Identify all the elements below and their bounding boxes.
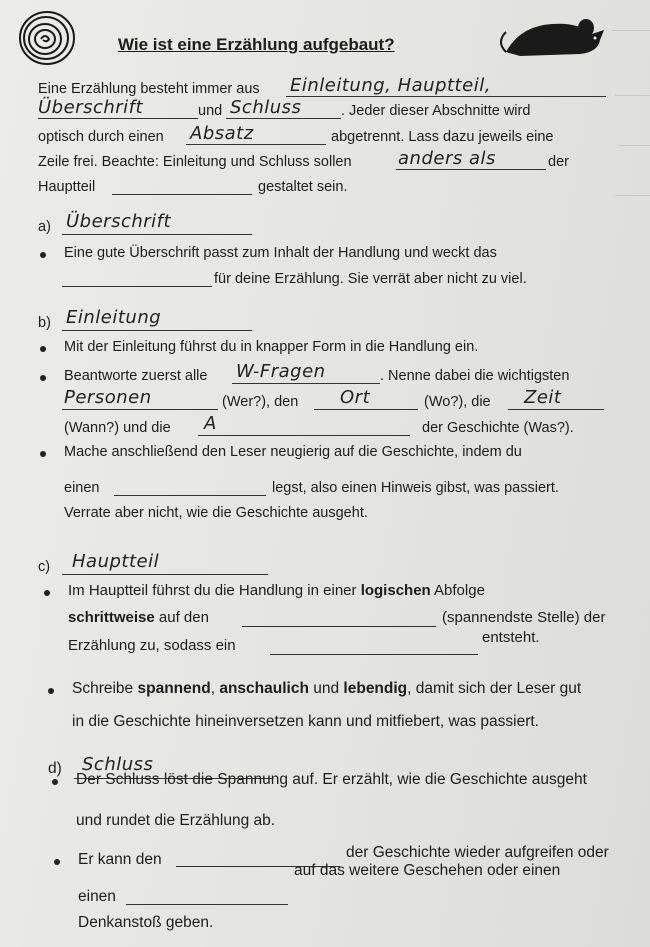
handwritten-answer: Ort: [340, 387, 371, 408]
body-text-part: Im Hauptteil führst du die Handlung in einer: [68, 582, 357, 599]
bullet: [54, 859, 60, 865]
ruled-line: [615, 95, 650, 96]
bullet: [40, 252, 46, 258]
body-text: einen: [64, 480, 100, 496]
body-text-part: und: [313, 680, 340, 697]
answer-blank: [286, 96, 606, 97]
section-label-d: d): [48, 760, 62, 777]
answer-blank: [232, 383, 380, 384]
mouse-silhouette-icon: [500, 12, 610, 60]
page-title: Wie ist eine Erzählung aufgebaut?: [118, 35, 395, 54]
answer-blank: [112, 194, 252, 195]
answer-blank: [38, 118, 198, 119]
answer-blank: [186, 144, 326, 145]
handwritten-answer: Einleitung: [66, 307, 162, 328]
body-text-part: ,: [210, 680, 216, 697]
handwritten-answer: Absatz: [190, 123, 254, 144]
emphasis-text: lebendig: [343, 680, 408, 697]
answer-blank: [396, 169, 546, 170]
answer-blank: [62, 574, 268, 575]
ruled-line: [618, 145, 650, 146]
intro-line-4: Zeile frei. Beachte: Einleitung und Schluss sollen: [38, 154, 352, 170]
answer-blank: [62, 286, 212, 287]
body-text: Beantworte zuerst alle: [64, 368, 208, 384]
body-text: entsteht.: [482, 629, 540, 646]
intro-text: abgetrennt. Lass dazu jeweils eine: [331, 129, 554, 145]
answer-blank: [62, 330, 252, 331]
handwritten-answer: anders als: [398, 148, 496, 169]
body-text: der Geschichte wieder aufgreifen oder: [346, 844, 609, 861]
handwritten-answer: Zeit: [524, 387, 562, 408]
body-text: Erzählung zu, sodass ein: [68, 637, 236, 654]
bullet: [44, 590, 50, 596]
answer-blank: [508, 409, 604, 410]
answer-blank: [242, 626, 436, 627]
intro-line-3: optisch durch einen: [38, 129, 164, 145]
body-text: legst, also einen Hinweis gibst, was passiert.: [272, 480, 559, 496]
intro-text: . Jeder dieser Abschnitte wird: [341, 103, 531, 119]
body-text: (Wer?), den: [222, 394, 299, 410]
handwritten-answer: Überschrift: [66, 211, 172, 232]
body-text: in die Geschichte hineinversetzen kann und mitfiebert, was passiert.: [72, 713, 539, 730]
body-text: für deine Erzählung. Sie verrät aber nicht zu viel.: [214, 271, 527, 287]
spiral-doodle-icon: [14, 8, 76, 68]
body-text-part: Schreibe: [72, 680, 134, 697]
intro-text: der: [548, 154, 569, 170]
body-text: (spannendste Stelle) der: [442, 609, 606, 626]
handwritten-answer: Schluss: [82, 754, 154, 775]
section-label-b: b): [38, 315, 51, 331]
answer-blank: [226, 118, 341, 119]
body-text: [72, 680, 581, 698]
body-text-part: , damit sich der Leser gut: [407, 680, 582, 697]
answer-blank: [62, 409, 218, 410]
body-text: (Wann?) und die: [64, 420, 171, 436]
bullet: [48, 688, 54, 694]
answer-blank: [114, 495, 266, 496]
ruled-line: [615, 195, 650, 196]
body-text-part: Abfolge: [434, 582, 485, 599]
handwritten-answer: Schluss: [230, 97, 302, 118]
bullet: [52, 779, 58, 785]
body-text-part: auf den: [158, 609, 209, 626]
body-text: . Nenne dabei die wichtigsten: [380, 368, 570, 384]
answer-blank: [314, 409, 418, 410]
emphasis-text: logischen: [360, 582, 431, 599]
bullet: [40, 346, 46, 352]
handwritten-answer: Personen: [64, 387, 152, 408]
emphasis-text: anschaulich: [219, 680, 309, 697]
section-label-a: a): [38, 219, 51, 235]
body-text: [68, 582, 485, 600]
answer-blank: [270, 654, 478, 655]
section-label-c: c): [38, 559, 51, 575]
bullet: [40, 451, 46, 457]
body-text: Verrate aber nicht, wie die Geschichte ausgeht.: [64, 505, 368, 521]
bullet: [40, 375, 46, 381]
body-text: Der Schluss löst die Spannung auf. Er erzählt, wie die Geschichte ausgeht: [76, 771, 587, 788]
body-text: der Geschichte (Was?).: [422, 420, 574, 436]
handwritten-answer: W-Fragen: [236, 361, 326, 382]
body-text: Eine gute Überschrift passt zum Inhalt der Handlung und weckt das: [64, 245, 497, 261]
intro-line-1: Eine Erzählung besteht immer aus: [38, 81, 260, 97]
ruled-line: [612, 30, 650, 31]
answer-blank: [62, 234, 252, 235]
body-text: [68, 609, 209, 627]
body-text: und rundet die Erzählung ab.: [76, 812, 276, 829]
intro-text: Hauptteil: [38, 179, 96, 195]
body-text: Er kann den: [78, 851, 162, 868]
intro-text: und: [198, 103, 223, 119]
body-text: Mache anschließend den Leser neugierig auf die Geschichte, indem du: [64, 444, 522, 460]
body-text: auf das weitere Geschehen oder einen: [294, 862, 561, 879]
handwritten-answer: A: [204, 413, 217, 434]
answer-blank: [198, 435, 410, 436]
handwritten-answer: Überschrift: [38, 97, 144, 118]
body-text: Mit der Einleitung führst du in knapper Form in die Handlung ein.: [64, 339, 479, 355]
body-text: Denkanstoß geben.: [78, 914, 214, 931]
handwritten-answer: Hauptteil: [72, 551, 160, 572]
handwritten-answer: Einleitung, Hauptteil,: [290, 75, 491, 96]
answer-blank: [126, 904, 288, 905]
body-text: (Wo?), die: [424, 394, 491, 410]
emphasis-text: schrittweise: [68, 609, 155, 626]
body-text: einen: [78, 888, 116, 905]
emphasis-text: spannend: [137, 680, 211, 697]
intro-text: gestaltet sein.: [258, 179, 348, 195]
